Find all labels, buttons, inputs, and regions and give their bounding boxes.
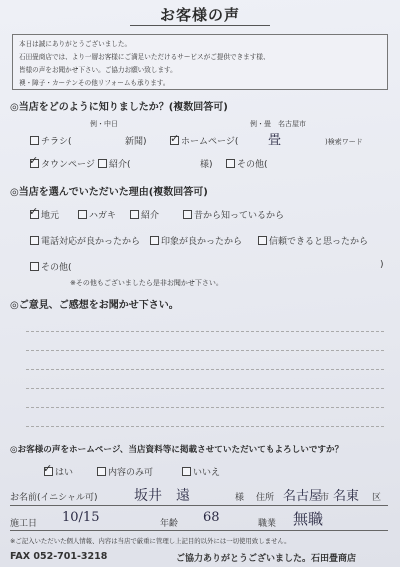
- comment-line-1: [26, 331, 384, 332]
- q4-title: ◎お客様の声をホームページ、当店資料等に掲載させていただいてもよろしいですか？: [10, 445, 344, 455]
- search-word-label: )検索ワード: [325, 138, 363, 146]
- name-sama-label: 様: [235, 493, 245, 503]
- q1-hint-left: 例・中日: [90, 120, 118, 128]
- hagaki-label: ハガキ: [89, 211, 117, 221]
- iie-label: いいえ: [193, 468, 221, 478]
- title-underline: [130, 25, 270, 26]
- q2-sonota-close: ): [380, 260, 384, 270]
- comment-line-3: [26, 369, 384, 370]
- q2-shokai-checkbox[interactable]: [130, 210, 139, 219]
- naiyou-checkbox[interactable]: [97, 467, 106, 476]
- hai-check-mark: ✓: [43, 462, 53, 475]
- name-row-underline: [10, 505, 388, 506]
- jimoto-label: 地元: [41, 211, 60, 221]
- q3-title: ◎ご意見、ご感想をお聞かせ下さい。: [10, 300, 179, 311]
- page-title: お客様の声: [159, 6, 240, 24]
- comment-line-2: [26, 350, 384, 351]
- age-label: 年齢: [160, 519, 179, 529]
- comment-line-6: [26, 426, 384, 427]
- notice-line-3: 皆様の声をお聞かせ下さい。ご協力お願い致します。: [19, 66, 177, 74]
- fax-number: FAX 052-701-3218: [10, 551, 108, 562]
- name-label: お名前(イニシャル可): [10, 493, 98, 503]
- date-label: 施工日: [10, 519, 38, 529]
- q2-sonota-label: その他(: [41, 263, 72, 273]
- homepage-label: ホームページ(: [181, 137, 239, 147]
- mukashi-label: 昔から知っているから: [194, 211, 285, 221]
- chirashi-label: チラシ(: [41, 137, 72, 147]
- jimoto-check-mark: ✓: [29, 205, 39, 218]
- q1-title: ◎当店をどのように知りましたか？(複数回答可): [10, 102, 228, 113]
- notice-line-4: 襖・障子・カーテンその他リフォームも承ります。: [19, 79, 170, 87]
- shokai-sama-label: 様): [200, 160, 213, 170]
- q2-note: ※その他もございましたら是非お聞かせ下さい。: [70, 279, 223, 287]
- shi-label: 市: [320, 493, 330, 503]
- address-label: 住所: [256, 493, 275, 503]
- address-city-value[interactable]: 名古屋: [283, 489, 323, 504]
- shokai-label: 紹介(: [109, 160, 131, 170]
- notice-box: [12, 34, 388, 90]
- iie-checkbox[interactable]: [182, 467, 191, 476]
- shinbun-label: 新聞): [125, 137, 147, 147]
- q1-hint-right: 例・畳 名古屋市: [250, 120, 306, 128]
- job-label: 職業: [258, 519, 277, 529]
- age-value[interactable]: 68: [203, 510, 220, 525]
- name-value[interactable]: 坂井 遠: [134, 488, 190, 504]
- hai-label: はい: [55, 468, 74, 478]
- job-value[interactable]: 無職: [293, 510, 324, 528]
- inshou-checkbox[interactable]: [150, 236, 159, 245]
- notice-line-1: 本日は誠にありがとうございました。: [19, 40, 132, 48]
- homepage-check-mark: ✓: [170, 132, 180, 145]
- q1-sonota-checkbox[interactable]: [226, 159, 235, 168]
- townpage-label: タウンページ: [41, 160, 95, 170]
- denwa-label: 電話対応が良かったから: [41, 237, 141, 247]
- q2-title: ◎当店を選んでいただいた理由(複数回答可): [10, 187, 208, 198]
- homepage-value: 畳: [268, 133, 282, 148]
- fine-print: ※ご記入いただいた個人情報、内容は当店で厳重に管理し上記目的以外には一切使用致しません。: [10, 537, 291, 545]
- chirashi-checkbox[interactable]: [30, 136, 39, 145]
- date-value[interactable]: 10/15: [62, 510, 100, 525]
- shinrai-label: 信頼できると思ったから: [269, 237, 369, 247]
- notice-line-2: 石田畳商店では、より一層お客様にご満足いただけるサービスがご提供できます様、: [19, 53, 270, 61]
- naiyou-label: 内容のみ可: [108, 468, 154, 478]
- inshou-label: 印象が良かったから: [161, 237, 243, 247]
- shinrai-checkbox[interactable]: [258, 236, 267, 245]
- comment-line-4: [26, 388, 384, 389]
- shokai-checkbox[interactable]: [98, 159, 107, 168]
- footer-thanks: ご協力ありがとうございました。石田畳商店: [176, 554, 357, 564]
- q1-sonota-label: その他(: [237, 160, 268, 170]
- townpage-check-mark: ✓: [29, 154, 39, 167]
- mukashi-checkbox[interactable]: [183, 210, 192, 219]
- q2-sonota-checkbox[interactable]: [30, 262, 39, 271]
- date-row-underline: [10, 530, 388, 531]
- q2-shokai-label: 紹介: [141, 211, 160, 221]
- ku-label: 区: [372, 493, 382, 503]
- address-ward-value[interactable]: 名東: [333, 489, 360, 504]
- hagaki-checkbox[interactable]: [78, 210, 87, 219]
- comment-line-5: [26, 407, 384, 408]
- denwa-checkbox[interactable]: [30, 236, 39, 245]
